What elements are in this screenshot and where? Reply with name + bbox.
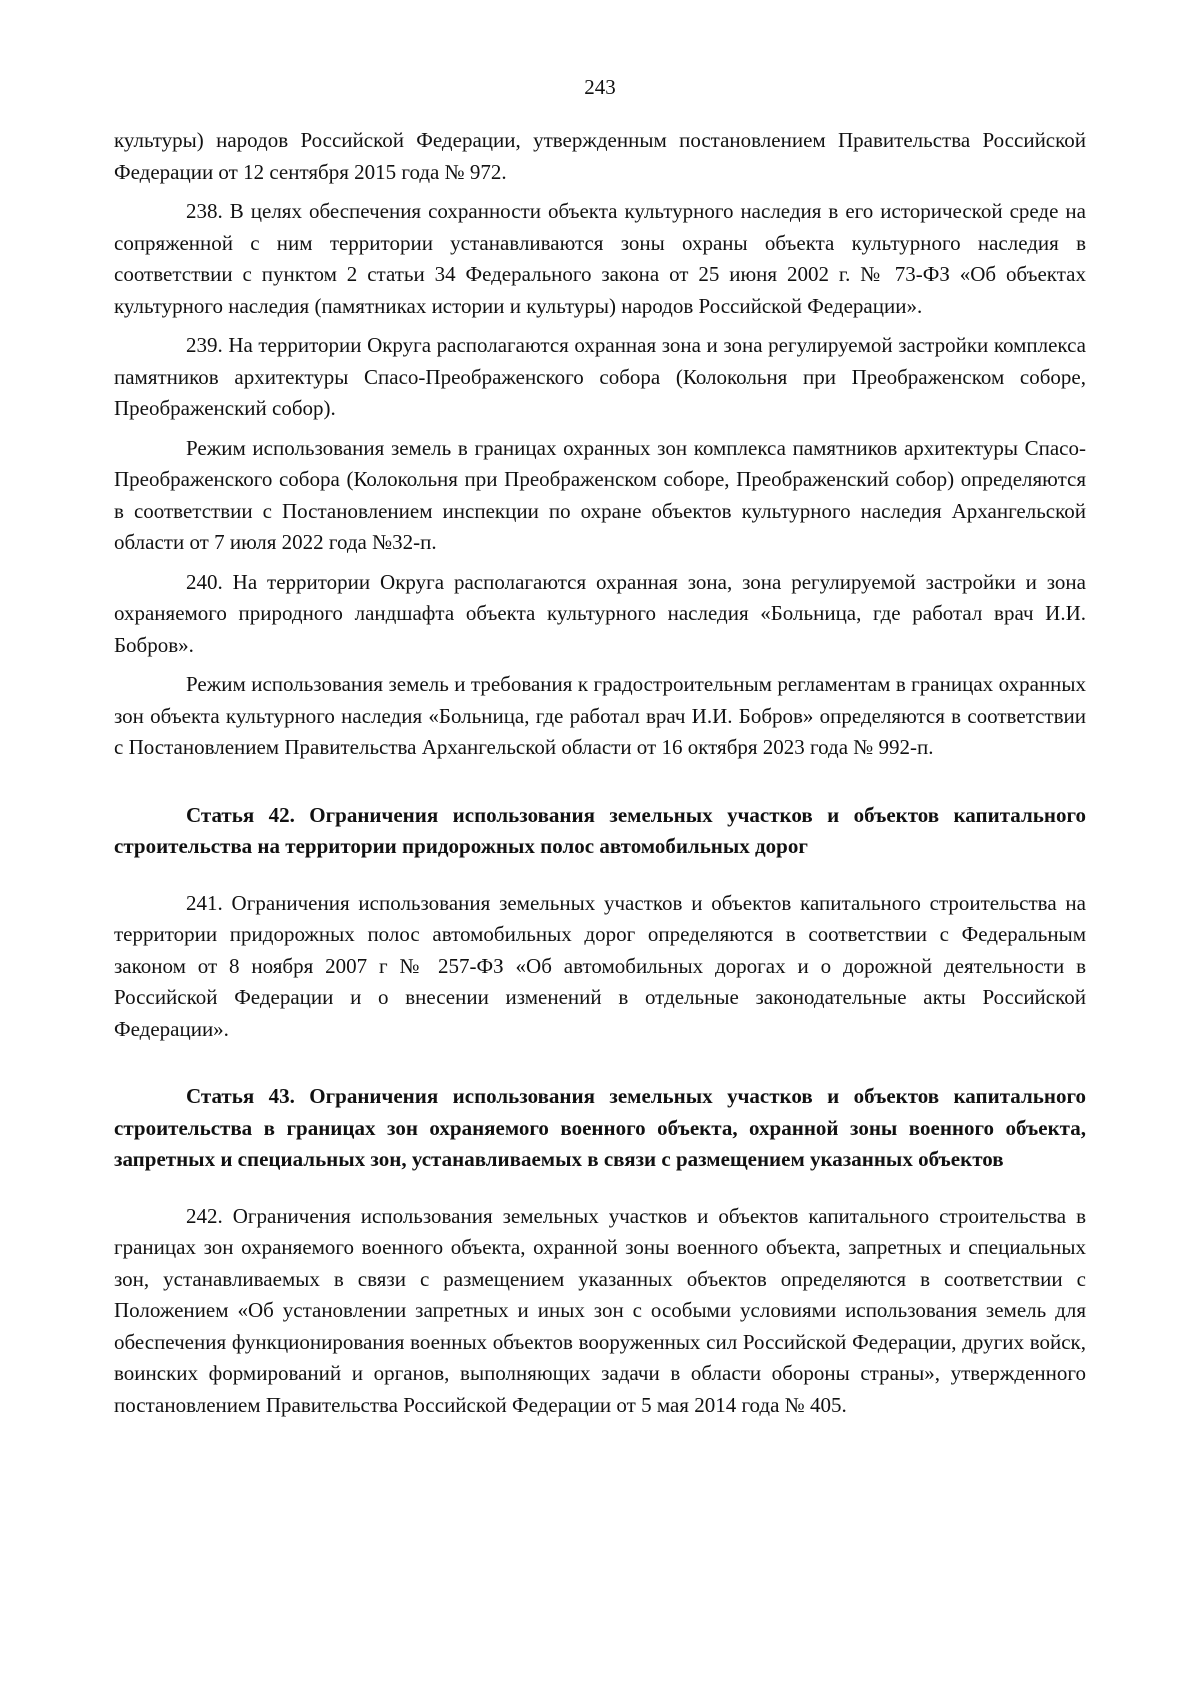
paragraph-241: 241. Ограничения использования земельных участков и объектов капитального строительства на территории придорожных полос автомобильных дорог определяются в соответствии с Федеральным законом от 8 ноября 2007 г № 257-ФЗ «Об автомобильных дорогах и о дорожной деятельности в Российской Федерации и о внесении изменений в отдельные законодательные акты Российской Федерации». — [114, 890, 1086, 1041]
paragraph-239-regime: Режим использования земель в границах охранных зон комплекса памятников архитектуры Спасо-Преображенского собора (Колокольня при Преображенском соборе, Преображенский собор) определяются в соответствии с Постановлением инспекции по охране объектов культурного наследия Архангельской области от 7 июля 2022 года №32-п. — [114, 435, 1086, 554]
article-42-heading: Статья 42. Ограничения использования земельных участков и объектов капитального строительства на территории придорожных полос автомобильных дорог — [114, 802, 1086, 858]
paragraph-238: 238. В целях обеспечения сохранности объекта культурного наследия в его исторической среде на сопряженной с ним территории устанавливаются зоны охраны объекта культурного наследия в соответствии с пунктом 2 статьи 34 Федерального закона от 25 июня 2002 г. № 73-ФЗ «Об объектах культурного наследия (памятниках истории и культуры) народов Российской Федерации». — [114, 199, 1086, 318]
page-number: 243 — [584, 75, 616, 99]
article-43-heading: Статья 43. Ограничения использования земельных участков и объектов капитального строительства в границах зон охраняемого военного объекта, охранной зоны военного объекта, запретных и специальных зон, устанавливаемых в связи с размещением указанных объектов — [114, 1084, 1086, 1171]
paragraph-242: 242. Ограничения использования земельных участков и объектов капитального строительства в границах зон охраняемого военного объекта, охранной зоны военного объекта, запретных и специальных зон, устанавливаемых в связи с размещением указанных объектов определяются в соответствии с Положением «Об установлении запретных и иных зон с особыми условиями использования земель для обеспечения функционирования военных объектов вооруженных сил Российской Федерации, других войск, воинских формирований и органов, выполняющих задачи в области обороны страны», утвержденного постановлением Правительства Российской Федерации от 5 мая 2014 года № 405. — [114, 1203, 1086, 1417]
paragraph-240-regime: Режим использования земель и требования к градостроительным регламентам в границах охранных зон объекта культурного наследия «Больница, где работал врач И.И. Бобров» определяются в соответствии с Постановлением Правительства Архангельской области от 16 октября 2023 года № 992-п. — [114, 672, 1086, 759]
paragraph-240: 240. На территории Округа располагаются охранная зона, зона регулируемой застройки и зона охраняемого природного ландшафта объекта культурного наследия «Больница, где работал врач И.И. Бобров». — [114, 569, 1086, 657]
paragraph-continuation: культуры) народов Российской Федерации, утвержденным постановлением Правительства Российской Федерации от 12 сентября 2015 года № 972. — [114, 128, 1086, 184]
paragraph-239: 239. На территории Округа располагаются охранная зона и зона регулируемой застройки комплекса памятников архитектуры Спасо-Преображенского собора (Колокольня при Преображенском соборе, Преображенский собор). — [114, 333, 1086, 420]
document-body — [114, 125, 1086, 1429]
